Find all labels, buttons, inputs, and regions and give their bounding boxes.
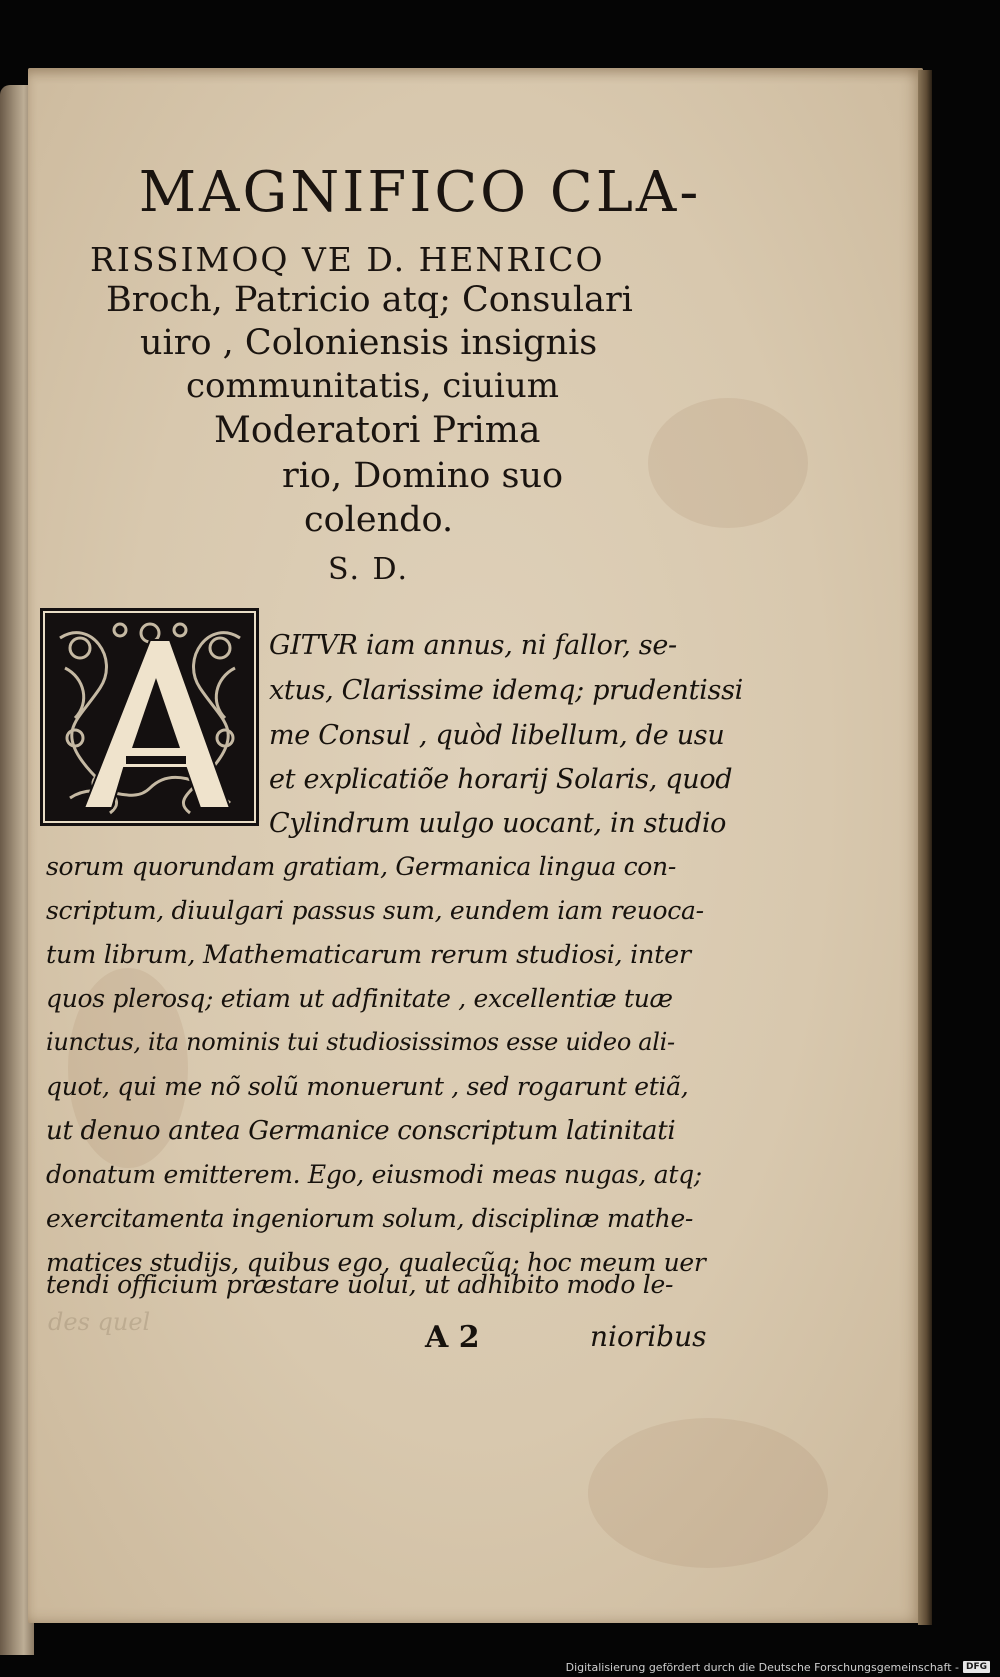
dedication-title-line: communitatis, ciuium bbox=[186, 366, 560, 406]
page-edge-shadow bbox=[918, 70, 932, 1625]
paper-stain bbox=[648, 398, 808, 528]
catchword: nioribus bbox=[590, 1320, 707, 1353]
body-text-line: ut denuo antea Germanice conscriptum latinitati bbox=[46, 1116, 676, 1146]
dedication-title-line: uiro , Coloniensis insignis bbox=[140, 323, 598, 363]
digitization-credit bbox=[566, 1659, 990, 1675]
bleed-through-text: des quel bbox=[48, 1308, 151, 1336]
body-text-line: matices studijs, quibus ego, qualecũq; hoc meum uer bbox=[46, 1248, 706, 1277]
body-text-line: et explicatiõe horarij Solaris, quod bbox=[269, 764, 733, 795]
dedication-title-line: colendo. bbox=[304, 500, 454, 540]
body-text-line: iunctus, ita nominis tui studiosissimos esse uideo ali- bbox=[46, 1028, 675, 1056]
footer-text: Digitalisierung gefördert durch die Deutsche Forschungsgemeinschaft - bbox=[565, 1660, 959, 1674]
body-text-line: donatum emitterem. Ego, eiusmodi meas nugas, atq; bbox=[46, 1160, 702, 1189]
body-text-line: Cylindrum uulgo uocant, in studio bbox=[269, 808, 727, 839]
paper-stain bbox=[588, 1418, 828, 1568]
dedication-title-line: MAGNIFICO CLA- bbox=[138, 160, 702, 225]
body-text-line: scriptum, diuulgari passus sum, eundem iam reuoca- bbox=[46, 896, 704, 925]
salutation: S. D. bbox=[328, 552, 410, 587]
body-text-line: GITVR iam annus, ni fallor, se- bbox=[269, 630, 677, 661]
body-text-line: sorum quorundam gratiam, Germanica lingua con- bbox=[46, 852, 676, 881]
dedication-title-line: Broch, Patricio atq; Consulari bbox=[106, 280, 633, 320]
floral-ornament-icon bbox=[40, 608, 259, 826]
dedication-title-line: Moderatori Prima bbox=[214, 410, 541, 451]
body-text-line: me Consul , quòd libellum, de usu bbox=[269, 720, 725, 751]
body-text-line: xtus, Clarissime idemq; prudentissi bbox=[269, 675, 743, 706]
dfg-logo-icon: DFG bbox=[963, 1661, 990, 1673]
body-text-line: exercitamenta ingeniorum solum, disciplinæ mathe- bbox=[46, 1204, 694, 1233]
body-text-line: tendi officium præstare uolui, ut adhibito modo le- bbox=[46, 1270, 674, 1299]
body-text-line: quos plerosq; etiam ut adfinitate , excellentiæ tuæ bbox=[46, 984, 673, 1013]
dedication-title-line: RISSIMOQ VE D. HENRICO bbox=[90, 240, 605, 279]
signature-mark: A 2 bbox=[425, 1320, 480, 1355]
dedication-title-line: rio, Domino suo bbox=[282, 456, 564, 496]
body-text-line: quot, qui me nõ solũ monuerunt , sed rogarunt etiã, bbox=[46, 1072, 689, 1101]
body-text-line: tum librum, Mathematicarum rerum studiosi, inter bbox=[46, 940, 691, 970]
decorated-initial-icon bbox=[40, 608, 259, 826]
